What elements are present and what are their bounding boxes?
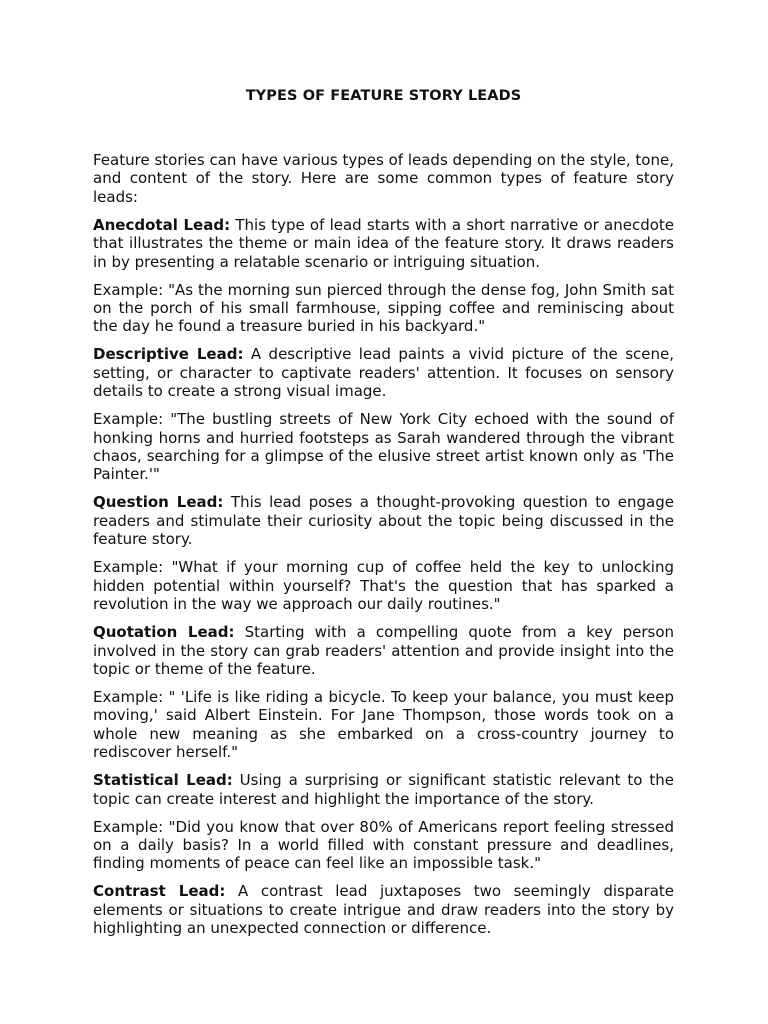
lead-description-contrast: A contrast lead juxtaposes two seemingly disparate elements or situations to create intrigue and draw readers into the story by highlighting an unexpected connection or difference.: [93, 882, 674, 938]
lead-descriptive: [93, 345, 674, 400]
lead-statistical: [93, 771, 674, 808]
lead-name-quotation: Quotation Lead:: [93, 623, 235, 642]
lead-contrast: [93, 882, 674, 937]
lead-description-anecdotal: This type of lead starts with a short narrative or anecdote that illustrates the theme or main idea of the feature story. It draws readers in by presenting a relatable scenario or intriguing situation.: [93, 215, 674, 271]
example-statistical: Example: "Did you know that over 80% of Americans report feeling stressed on a daily basis? In a world filled with constant pressure and deadlines, finding moments of peace can feel like an impossible task.": [93, 817, 674, 873]
document-page: [93, 86, 674, 947]
example-anecdotal: Example: "As the morning sun pierced through the dense fog, John Smith sat on the porch of his small farmhouse, sipping coffee and reminiscing about the day he found a treasure buried in his backyard.": [93, 280, 674, 336]
lead-description-descriptive: A descriptive lead paints a vivid picture of the scene, setting, or character to captivate readers' attention. It focuses on sensory details to create a strong visual image.: [93, 345, 674, 401]
lead-name-descriptive: Descriptive Lead:: [93, 345, 244, 364]
intro-paragraph: Feature stories can have various types of leads depending on the style, tone, and content of the story. Here are some common types of feature story leads:: [93, 151, 674, 206]
lead-question: [93, 493, 674, 548]
lead-name-anecdotal: Anecdotal Lead:: [93, 215, 231, 234]
lead-quotation: [93, 623, 674, 678]
lead-name-statistical: Statistical Lead:: [93, 771, 233, 790]
lead-description-quotation: Starting with a compelling quote from a key person involved in the story can grab readers' attention and provide insight into the topic or theme of the feature.: [93, 623, 675, 678]
example-quotation: Example: " 'Life is like riding a bicycle. To keep your balance, you must keep moving,' said Albert Einstein. For Jane Thompson, those words took on a whole new meaning as she embarked on a cross-country journey to rediscover herself.": [93, 687, 674, 762]
lead-name-contrast: Contrast Lead:: [93, 882, 226, 901]
document-title: TYPES OF FEATURE STORY LEADS: [245, 88, 522, 104]
lead-anecdotal: [93, 216, 674, 271]
lead-description-statistical: Using a surprising or significant statistic relevant to the topic can create interest and highlight the importance of the story.: [93, 771, 674, 808]
lead-name-question: Question Lead:: [93, 493, 224, 512]
lead-description-question: This lead poses a thought-provoking question to engage readers and stimulate their curiosity about the topic being discussed in the feature story.: [93, 493, 675, 549]
example-descriptive: Example: "The bustling streets of New York City echoed with the sound of honking horns and hurried footsteps as Sarah wandered through the vibrant chaos, searching for a glimpse of the elusive street artist known only as 'The Painter.'": [93, 410, 674, 484]
example-question: Example: "What if your morning cup of coffee held the key to unlocking hidden potential within yourself? That's the question that has sparked a revolution in the way we approach our daily routines.": [93, 558, 674, 614]
